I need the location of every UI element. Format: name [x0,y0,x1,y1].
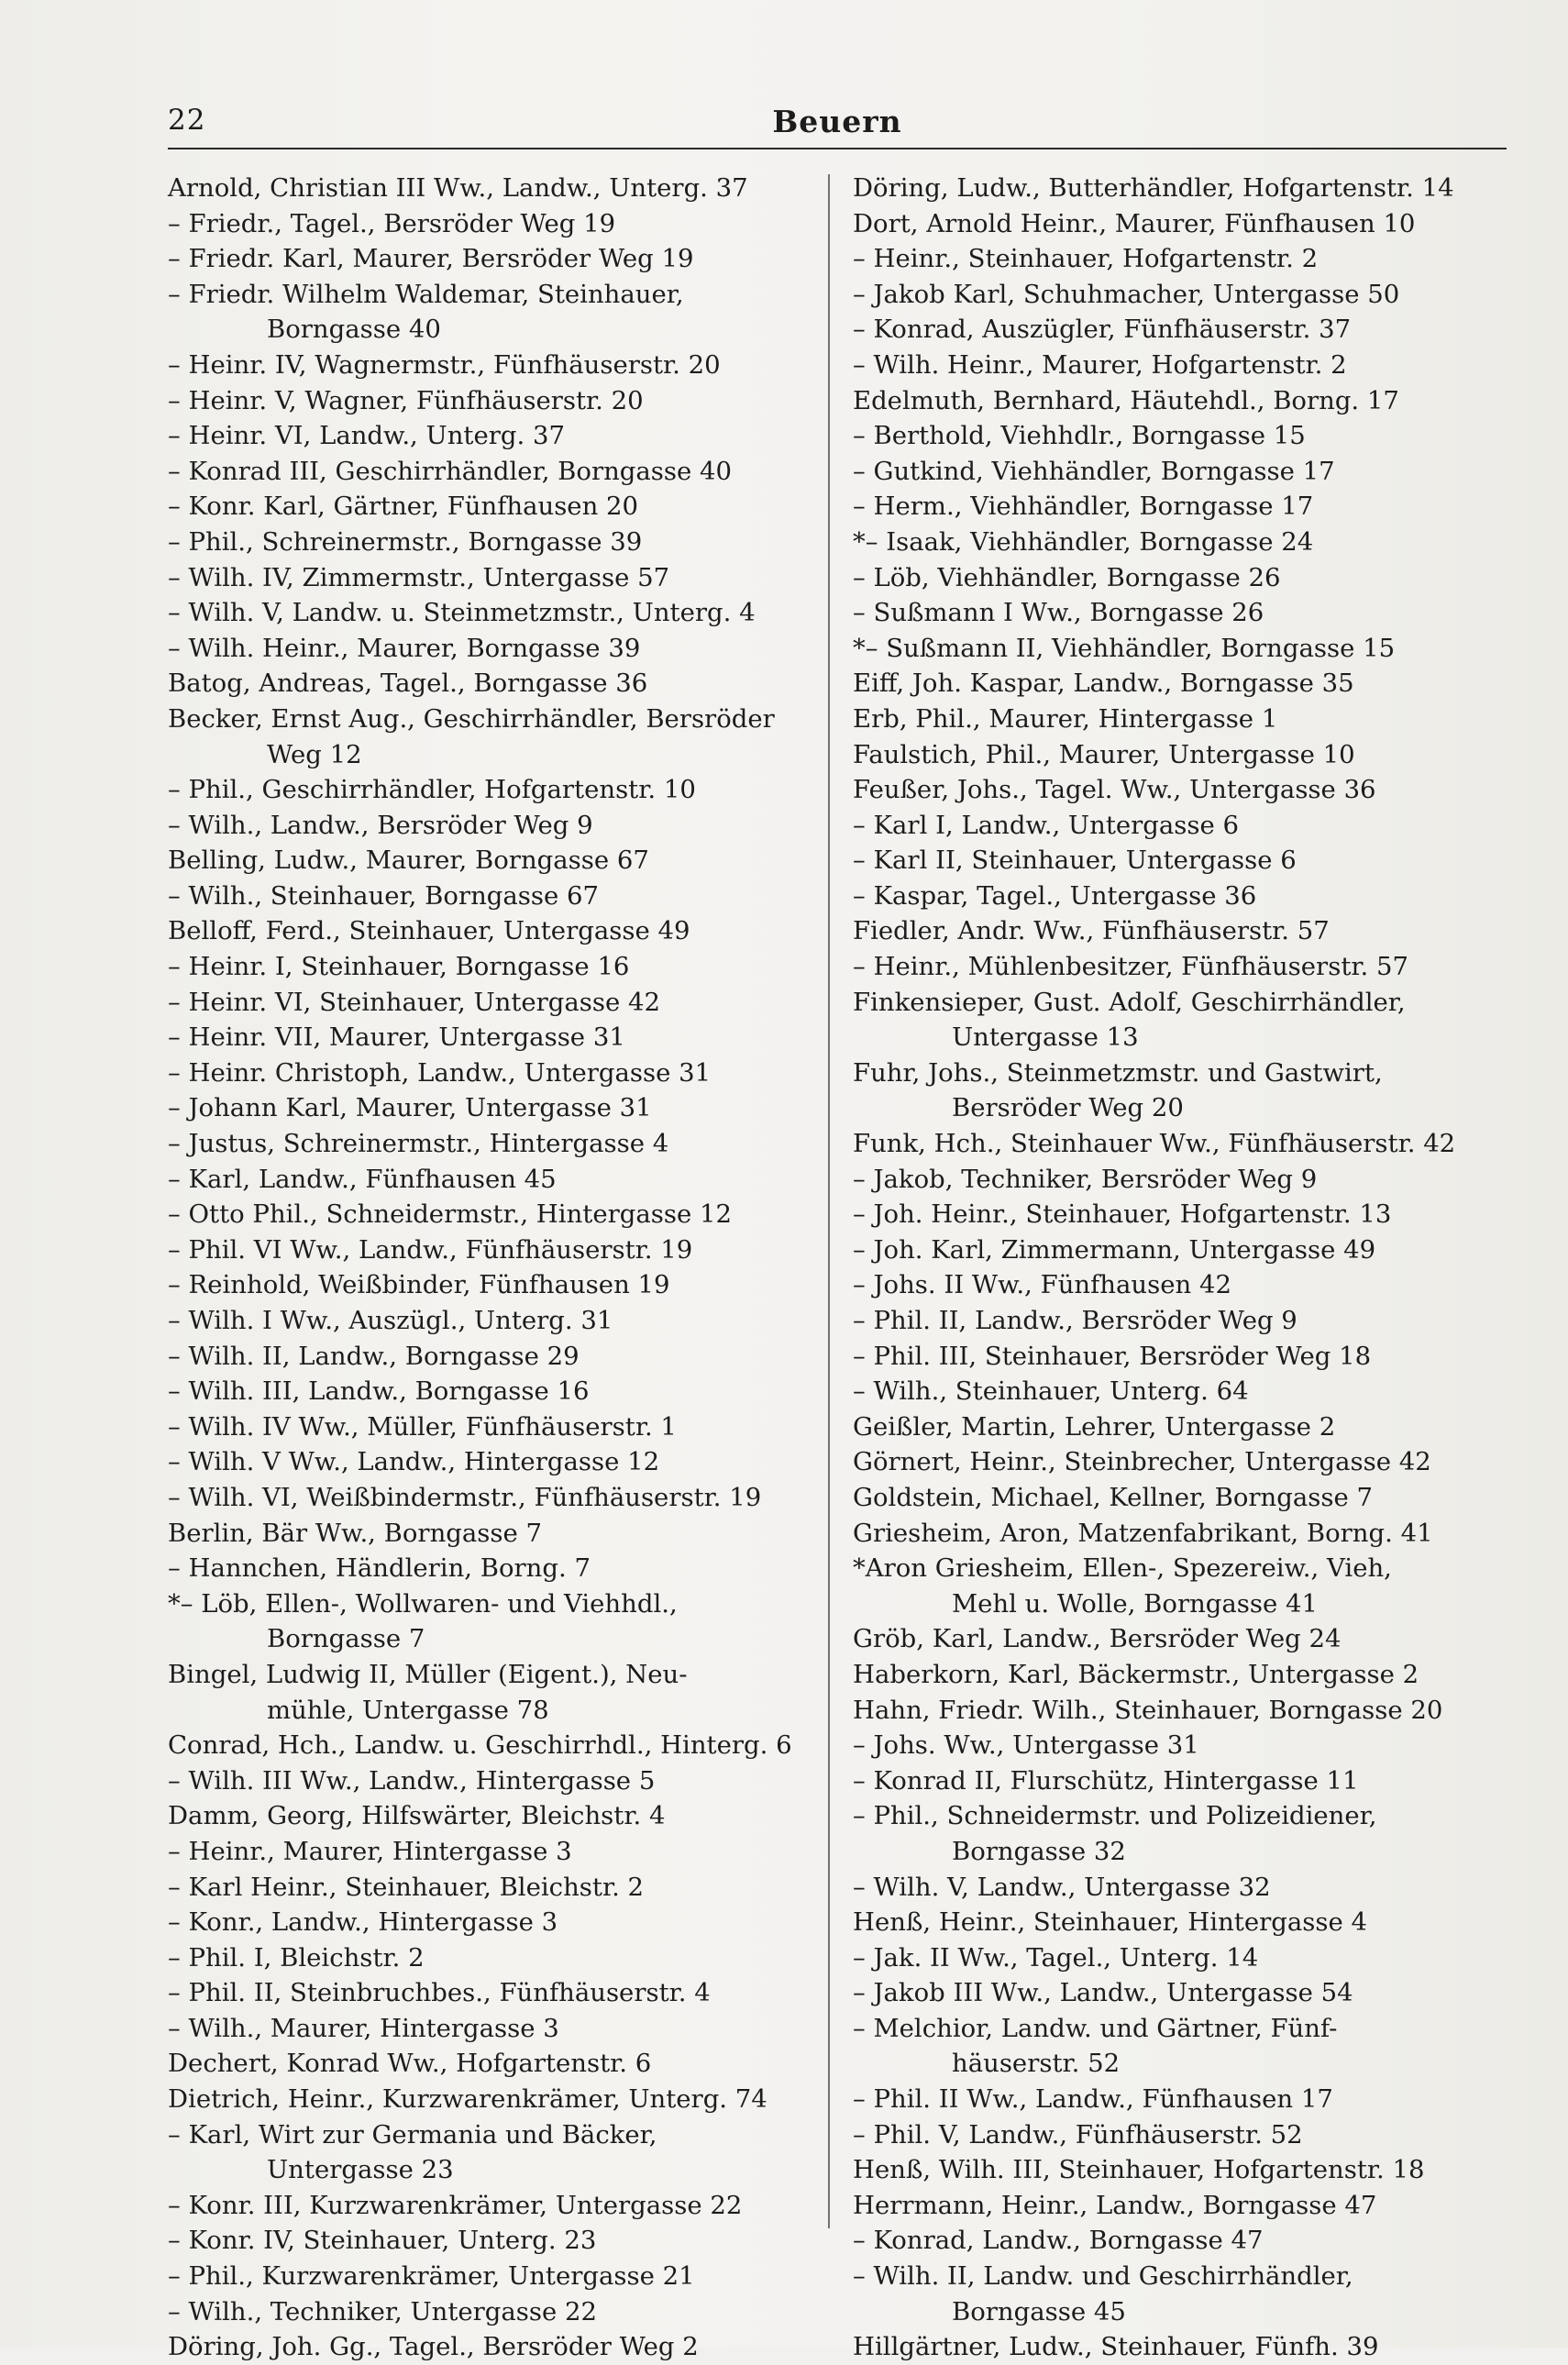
directory-entry: – Wilh. Heinr., Maurer, Borngasse 39 [168,633,641,663]
directory-entry: – Heinr. VI, Landw., Unterg. 37 [168,421,565,451]
directory-entry: Erb, Phil., Maurer, Hintergasse 1 [853,703,1278,734]
directory-entry: – Wilh. V, Landw., Untergasse 32 [853,1872,1271,1902]
directory-entry: – Phil. I, Bleichstr. 2 [168,1942,425,1973]
directory-entry: – Konr. Karl, Gärtner, Fünfhausen 20 [168,492,639,522]
directory-entry: – Wilh. III Ww., Landw., Hintergasse 5 [168,1765,656,1796]
directory-entry: Hillgärtner, Ludw., Steinhauer, Fünfh. 39 [853,2332,1379,2362]
directory-entry: – Justus, Schreinermstr., Hintergasse 4 [168,1129,669,1159]
directory-entry: – Konrad, Auszügler, Fünfhäuserstr. 37 [853,315,1352,345]
directory-entry: Feußer, Johs., Tagel. Ww., Untergasse 36 [853,775,1376,805]
directory-entry: – Konrad, Landw., Borngasse 47 [853,2226,1264,2256]
directory-entry: – Wilh. Heinr., Maurer, Hofgartenstr. 2 [853,349,1347,380]
directory-entry: Borngasse 32 [952,1836,1126,1866]
directory-entry: Arnold, Christian III Ww., Landw., Unterg. 37 [168,173,748,203]
directory-entry: Goldstein, Michael, Kellner, Borngasse 7 [853,1482,1373,1512]
directory-entry: Untergasse 13 [952,1022,1139,1053]
directory-entry: – Heinr. I, Steinhauer, Borngasse 16 [168,952,630,982]
directory-entry: – Wilh. V, Landw. u. Steinmetzmstr., Unterg. 4 [168,598,756,628]
directory-entry: – Phil., Schneidermstr. und Polizeidiener, [853,1801,1377,1831]
page-title: Beuern [772,104,902,139]
directory-entry: – Phil. II, Steinbruchbes., Fünfhäuserstr. 4 [168,1978,711,2008]
directory-entry: – Phil. II Ww., Landw., Fünfhausen 17 [853,2084,1333,2115]
directory-entry: Berlin, Bär Ww., Borngasse 7 [168,1518,543,1548]
directory-entry: mühle, Untergasse 78 [267,1695,549,1725]
directory-entry: – Karl, Landw., Fünfhausen 45 [168,1164,557,1194]
directory-entry: – Gutkind, Viehhändler, Borngasse 17 [853,456,1335,486]
column-divider [828,174,830,2228]
directory-entry: – Berthold, Viehhdlr., Borngasse 15 [853,421,1306,451]
directory-entry: Funk, Hch., Steinhauer Ww., Fünfhäuserstr. 42 [853,1129,1456,1159]
directory-entry: – Heinr. V, Wagner, Fünfhäuserstr. 20 [168,385,644,415]
directory-entry: – Wilh., Steinhauer, Borngasse 67 [168,880,600,911]
directory-entry: Becker, Ernst Aug., Geschirrhändler, Bersröder [168,703,775,734]
directory-entry: – Johs. II Ww., Fünfhausen 42 [853,1270,1231,1300]
directory-entry: – Wilh. II, Landw., Borngasse 29 [168,1341,580,1371]
directory-entry: – Heinr. VI, Steinhauer, Untergasse 42 [168,987,661,1017]
directory-entry: Eiff, Joh. Kaspar, Landw., Borngasse 35 [853,669,1354,699]
directory-entry: Mehl u. Wolle, Borngasse 41 [952,1588,1319,1619]
directory-entry: – Jakob, Techniker, Bersröder Weg 9 [853,1164,1318,1194]
directory-entry: – Johann Karl, Maurer, Untergasse 31 [168,1093,652,1123]
directory-entry: – Wilh. V Ww., Landw., Hintergasse 12 [168,1447,660,1477]
directory-entry: *Aron Griesheim, Ellen-, Spezereiw., Vieh, [853,1553,1392,1584]
directory-entry: – Phil. VI Ww., Landw., Fünfhäuserstr. 19 [168,1234,693,1265]
directory-entry: *– Sußmann II, Viehhändler, Borngasse 15 [853,633,1396,663]
directory-entry: – Heinr., Steinhauer, Hofgartenstr. 2 [853,244,1319,274]
directory-entry: – Friedr., Tagel., Bersröder Weg 19 [168,208,616,238]
directory-entry: – Heinr. Christoph, Landw., Untergasse 31 [168,1057,712,1088]
directory-entry: Untergasse 23 [267,2155,454,2185]
directory-entry: – Phil. II, Landw., Bersröder Weg 9 [853,1306,1297,1335]
directory-entry: – Wilh. IV, Zimmermstr., Untergasse 57 [168,562,670,592]
directory-entry: Bingel, Ludwig II, Müller (Eigent.), Neu- [168,1659,688,1689]
directory-entry: – Wilh., Techniker, Untergasse 22 [168,2296,598,2326]
page-number: 22 [168,104,206,137]
directory-entry: – Löb, Viehhändler, Borngasse 26 [853,562,1281,592]
directory-entry: – Jakob Karl, Schuhmacher, Untergasse 50 [853,279,1400,309]
directory-entry: Dort, Arnold Heinr., Maurer, Fünfhausen 10 [853,208,1416,238]
directory-entry: Henß, Heinr., Steinhauer, Hintergasse 4 [853,1907,1367,1938]
directory-entry: Geißler, Martin, Lehrer, Untergasse 2 [853,1411,1336,1442]
directory-entry: – Kaspar, Tagel., Untergasse 36 [853,880,1257,911]
directory-entry: Belloff, Ferd., Steinhauer, Untergasse 49 [168,916,690,946]
directory-entry: – Phil., Schreinermstr., Borngasse 39 [168,526,643,557]
directory-entry: Faulstich, Phil., Maurer, Untergasse 10 [853,739,1355,769]
right-column [853,171,1508,2365]
directory-entry: Gröb, Karl, Landw., Bersröder Weg 24 [853,1624,1342,1654]
directory-entry: Borngasse 40 [267,315,441,345]
directory-entry: – Friedr. Karl, Maurer, Bersröder Weg 19 [168,244,694,274]
directory-entry: *– Isaak, Viehhändler, Borngasse 24 [853,526,1314,557]
directory-entry: Borngasse 45 [952,2296,1126,2326]
directory-entry: Griesheim, Aron, Matzenfabrikant, Borng. 41 [853,1518,1433,1548]
directory-entry: – Heinr. VII, Maurer, Untergasse 31 [168,1022,625,1053]
directory-entry: – Karl II, Steinhauer, Untergasse 6 [853,845,1297,876]
directory-entry: Döring, Ludw., Butterhändler, Hofgartenstr. 14 [853,173,1454,203]
directory-entry: Görnert, Heinr., Steinbrecher, Untergasse 42 [853,1447,1431,1477]
directory-entry: – Heinr., Maurer, Hintergasse 3 [168,1836,572,1866]
directory-entry: Belling, Ludw., Maurer, Borngasse 67 [168,845,649,876]
directory-entry: – Karl, Wirt zur Germania und Bäcker, [168,2119,657,2149]
header-rule [168,148,1507,149]
directory-entry: Hahn, Friedr. Wilh., Steinhauer, Borngasse 20 [853,1695,1443,1725]
directory-entry: Döring, Joh. Gg., Tagel., Bersröder Weg 2 [168,2332,699,2362]
directory-entry: Fuhr, Johs., Steinmetzmstr. und Gastwirt, [853,1057,1383,1088]
directory-entry: Haberkorn, Karl, Bäckermstr., Untergasse 2 [853,1659,1419,1689]
directory-entry: – Phil., Kurzwarenkrämer, Untergasse 21 [168,2261,695,2292]
directory-entry: – Karl Heinr., Steinhauer, Bleichstr. 2 [168,1872,645,1902]
directory-entry: – Phil. V, Landw., Fünfhäuserstr. 52 [853,2119,1303,2149]
directory-entry: Conrad, Hch., Landw. u. Geschirrhdl., Hinterg. 6 [168,1730,792,1761]
directory-entry: – Wilh. II, Landw. und Geschirrhändler, [853,2261,1353,2292]
directory-entry: Edelmuth, Bernhard, Häutehdl., Borng. 17 [853,385,1399,415]
directory-entry: – Konr. III, Kurzwarenkrämer, Untergasse 22 [168,2190,743,2220]
directory-entry: – Wilh., Landw., Bersröder Weg 9 [168,810,593,840]
directory-entry: – Wilh. VI, Weißbindermstr., Fünfhäuserstr. 19 [168,1482,762,1512]
directory-entry: Henß, Wilh. III, Steinhauer, Hofgartenstr. 18 [853,2155,1425,2185]
directory-entry: – Karl I, Landw., Untergasse 6 [853,810,1240,840]
directory-entry: – Phil., Geschirrhändler, Hofgartenstr. 10 [168,775,696,805]
directory-entry: Fiedler, Andr. Ww., Fünfhäuserstr. 57 [853,916,1330,946]
directory-entry: – Heinr. IV, Wagnermstr., Fünfhäuserstr. 20 [168,349,721,380]
directory-entry: – Heinr., Mühlenbesitzer, Fünfhäuserstr. 57 [853,952,1408,982]
directory-entry: Dietrich, Heinr., Kurzwarenkrämer, Unterg. 74 [168,2084,767,2115]
directory-entry: – Wilh. I Ww., Auszügl., Unterg. 31 [168,1306,613,1335]
directory-entry: Borngasse 7 [267,1624,425,1654]
directory-entry: Finkensieper, Gust. Adolf, Geschirrhändler, [853,987,1406,1017]
directory-entry: *– Löb, Ellen-, Wollwaren- und Viehhdl., [168,1588,678,1619]
directory-entry: – Otto Phil., Schneidermstr., Hintergasse 12 [168,1199,733,1230]
directory-entry: – Konrad III, Geschirrhändler, Borngasse 40 [168,456,733,486]
directory-entry: – Hannchen, Händlerin, Borng. 7 [168,1553,591,1584]
directory-entry: – Reinhold, Weißbinder, Fünfhausen 19 [168,1270,670,1300]
directory-entry: häuserstr. 52 [952,2049,1121,2079]
directory-entry: Damm, Georg, Hilfswärter, Bleichstr. 4 [168,1801,666,1831]
directory-entry: – Wilh., Steinhauer, Unterg. 64 [853,1376,1249,1407]
left-column [168,171,814,2365]
directory-entry: Weg 12 [267,739,362,769]
directory-entry: – Jak. II Ww., Tagel., Unterg. 14 [853,1942,1259,1973]
directory-entry: – Joh. Heinr., Steinhauer, Hofgartenstr. 13 [853,1199,1392,1230]
directory-entry: – Melchior, Landw. und Gärtner, Fünf- [853,2013,1338,2043]
directory-entry: – Sußmann I Ww., Borngasse 26 [853,598,1264,628]
directory-entry: – Johs. Ww., Untergasse 31 [853,1730,1199,1761]
directory-entry: – Konr. IV, Steinhauer, Unterg. 23 [168,2226,597,2256]
directory-entry: Herrmann, Heinr., Landw., Borngasse 47 [853,2190,1377,2220]
directory-entry: – Friedr. Wilhelm Waldemar, Steinhauer, [168,279,684,309]
running-head [168,104,1507,149]
directory-entry: – Herm., Viehhändler, Borngasse 17 [853,492,1314,522]
directory-entry: – Wilh., Maurer, Hintergasse 3 [168,2013,559,2043]
directory-entry: – Konrad II, Flurschütz, Hintergasse 11 [853,1765,1359,1796]
directory-entry: – Konr., Landw., Hintergasse 3 [168,1907,558,1938]
directory-entry: – Wilh. III, Landw., Borngasse 16 [168,1376,590,1407]
directory-entry: – Jakob III Ww., Landw., Untergasse 54 [853,1978,1353,2008]
directory-entry: Dechert, Konrad Ww., Hofgartenstr. 6 [168,2049,652,2079]
directory-entry: – Joh. Karl, Zimmermann, Untergasse 49 [853,1234,1376,1265]
directory-entry: – Phil. III, Steinhauer, Bersröder Weg 18 [853,1341,1372,1371]
directory-entry: Batog, Andreas, Tagel., Borngasse 36 [168,669,648,699]
directory-entry: – Wilh. IV Ww., Müller, Fünfhäuserstr. 1 [168,1411,677,1442]
directory-entry: Bersröder Weg 20 [952,1093,1184,1123]
